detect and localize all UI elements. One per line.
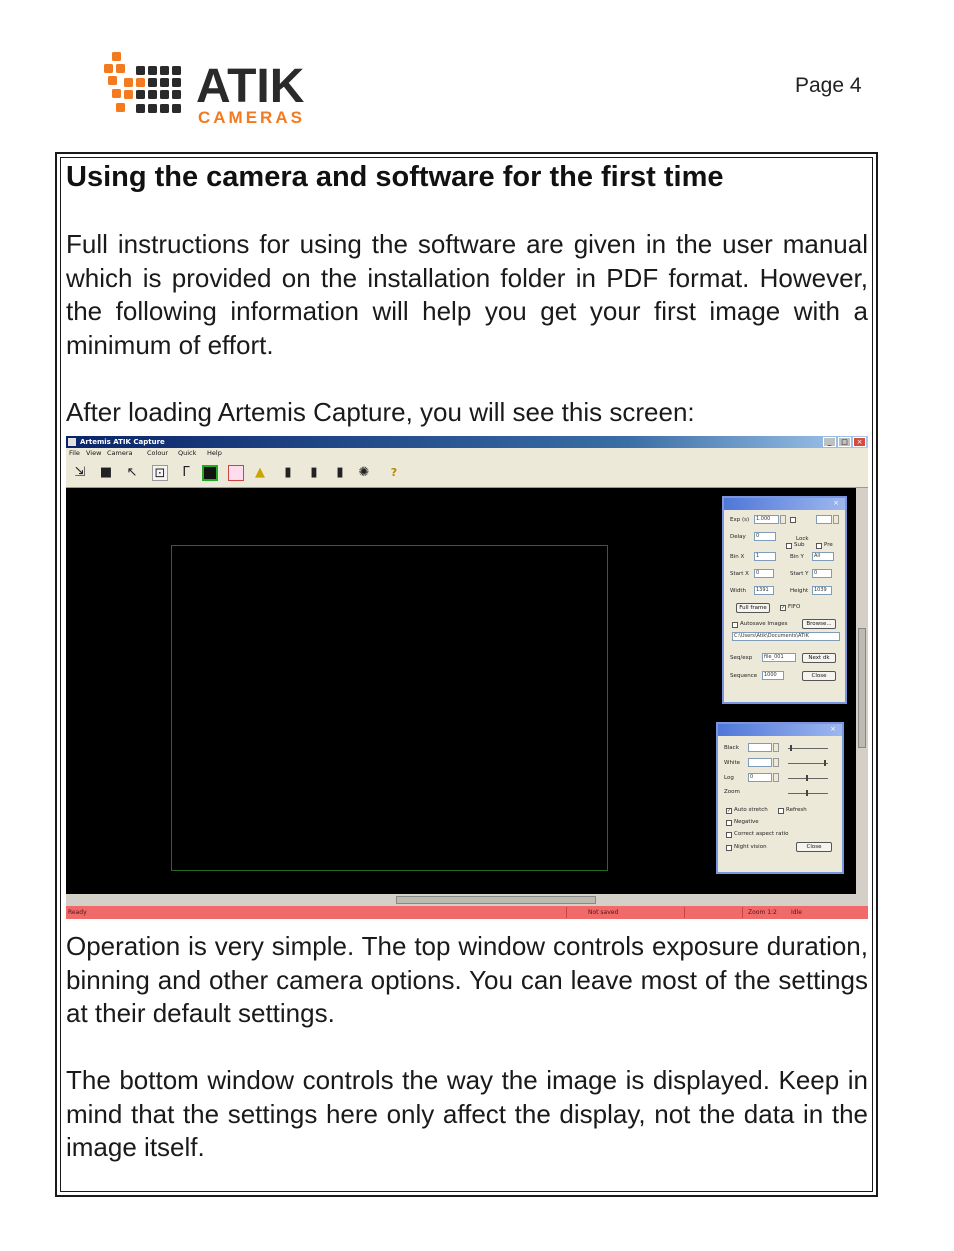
selection-rectangle[interactable]	[171, 545, 608, 871]
seq-label: Seq/exp	[730, 655, 753, 661]
refresh-label: Refresh	[786, 807, 807, 813]
close-icon[interactable]: ×	[853, 437, 866, 447]
status-bar	[66, 906, 868, 919]
logo-mark	[104, 52, 181, 113]
cursor-icon[interactable]: ↖	[126, 465, 138, 480]
zoom-label: Zoom	[724, 789, 740, 795]
white-spinner[interactable]	[773, 758, 779, 767]
guide-icon[interactable]: ▮	[336, 465, 344, 480]
close-icon[interactable]: ×	[833, 499, 839, 507]
menu-quick[interactable]: Quick	[178, 449, 197, 457]
dialog-titlebar	[718, 724, 842, 736]
next-dark-button[interactable]: Next dk	[802, 653, 836, 663]
filter-wheel-icon[interactable]: ▮	[284, 465, 292, 480]
fifo-label: FIFO	[788, 604, 801, 610]
white-slider[interactable]	[788, 763, 828, 764]
camera-icon[interactable]: ■	[99, 465, 113, 480]
seq-select[interactable]: file_001	[762, 653, 796, 662]
help-icon[interactable]: ?	[390, 466, 398, 479]
browse-button[interactable]: Browse...	[802, 619, 836, 629]
menu-view[interactable]: View	[86, 449, 102, 457]
fifo-checkbox[interactable]: ✓	[781, 605, 786, 611]
zoom-slider[interactable]	[788, 793, 828, 794]
sub-checkbox[interactable]	[786, 543, 792, 549]
status-idle: Idle	[791, 909, 802, 916]
log-slider[interactable]	[788, 778, 828, 779]
vertical-scrollbar[interactable]	[856, 488, 868, 894]
status-divider	[566, 907, 567, 918]
pre-label: Pre	[824, 542, 833, 548]
full-frame-button[interactable]: Full frame	[736, 603, 770, 613]
binx-label: Bin X	[730, 554, 745, 560]
autosave-label: Autosave Images	[740, 621, 788, 627]
window-title: Artemis ATIK Capture	[80, 438, 165, 446]
window-buttons	[823, 437, 866, 447]
starty-label: Start Y	[790, 571, 809, 577]
white-field[interactable]	[748, 758, 772, 767]
subframe-icon[interactable]	[228, 465, 244, 481]
height-field[interactable]: 1039	[812, 586, 832, 595]
menu-help[interactable]: Help	[207, 449, 222, 457]
delay-field[interactable]: 0	[754, 532, 776, 541]
status-saved: Not saved	[588, 909, 619, 916]
atik-cameras-logo	[104, 52, 319, 128]
width-field[interactable]: 1391	[754, 586, 774, 595]
log-slider-knob[interactable]	[806, 775, 808, 781]
status-divider	[742, 907, 743, 918]
focus-frame-icon[interactable]	[202, 465, 218, 481]
width-label: Width	[730, 588, 746, 594]
colour-icon[interactable]: ✺	[358, 465, 370, 480]
black-label: Black	[724, 745, 739, 751]
black-field[interactable]	[748, 743, 772, 752]
vertical-scroll-thumb[interactable]	[858, 628, 866, 748]
menu-file[interactable]: File	[69, 449, 80, 457]
night-vision-label: Night vision	[734, 844, 767, 850]
exposure-label: Exp (s)	[730, 517, 750, 523]
horizontal-scrollbar[interactable]	[66, 894, 856, 906]
section-heading: Using the camera and software for the first time	[66, 161, 724, 193]
lock-icon[interactable]: ▲	[255, 465, 265, 480]
lock-label: Lock	[796, 536, 809, 542]
log-field[interactable]: 0	[748, 773, 772, 782]
sub-label: Sub	[794, 542, 805, 548]
startx-field[interactable]: 0	[754, 569, 774, 578]
menu-colour[interactable]: Colour	[147, 449, 169, 457]
logo-subtext: CAMERAS	[198, 108, 305, 127]
lock-checkbox[interactable]	[790, 517, 796, 523]
dialog-titlebar	[724, 498, 845, 510]
height-label: Height	[790, 588, 809, 594]
negative-checkbox[interactable]	[726, 820, 732, 826]
autostretch-label: Auto stretch	[734, 807, 768, 813]
menu-camera[interactable]: Camera	[107, 449, 133, 457]
display-control-dialog	[716, 722, 844, 874]
black-spinner[interactable]	[773, 743, 779, 752]
status-divider	[684, 907, 685, 918]
biny-select[interactable]: All	[812, 552, 834, 561]
white-slider-knob[interactable]	[824, 760, 826, 766]
night-vision-checkbox[interactable]	[726, 845, 732, 851]
window-titlebar	[66, 436, 868, 448]
app-icon	[68, 438, 76, 446]
autostretch-checkbox[interactable]: ✓	[727, 808, 732, 814]
unit-spinner[interactable]	[833, 515, 839, 524]
black-slider[interactable]	[788, 748, 828, 749]
save-path-field[interactable]: C:\Users\Atik\Documents\ATIK	[732, 632, 840, 641]
exposure-spinner[interactable]	[780, 515, 786, 524]
image-viewport[interactable]	[66, 488, 856, 894]
operation-paragraph: Operation is very simple. The top window controls exposure duration, binning and other camera options. You can leave most of the settings at their default settings.	[66, 931, 868, 1028]
log-spinner[interactable]	[773, 773, 779, 782]
close-icon[interactable]: ×	[830, 725, 836, 733]
cooler-icon[interactable]: ▮	[310, 465, 318, 480]
intro-paragraph: Full instructions for using the software are given in the user manual which is provided on the installation folder in PDF format. However, the following information will help you get your first image with a minimum of effort.	[66, 229, 868, 360]
binx-select[interactable]: 1	[754, 552, 776, 561]
startx-label: Start X	[730, 571, 749, 577]
aspect-checkbox[interactable]	[726, 832, 732, 838]
status-ready: Ready	[68, 909, 87, 916]
after-loading-paragraph: After loading Artemis Capture, you will see this screen:	[66, 397, 695, 427]
exposure-field[interactable]: 1.000	[754, 515, 779, 524]
refresh-checkbox[interactable]	[778, 808, 784, 814]
starty-field[interactable]: 0	[812, 569, 832, 578]
aspect-label: Correct aspect ratio	[734, 831, 789, 837]
sequence-label: Sequence	[730, 673, 758, 679]
sequence-field[interactable]: 1000	[762, 671, 784, 680]
bottom-window-paragraph: The bottom window controls the way the image is displayed. Keep in mind that the settings here only affect the display, not the data in the image itself.	[66, 1065, 868, 1162]
white-label: White	[724, 760, 740, 766]
logo-wordmark: ATIK	[196, 60, 305, 113]
display-close-button[interactable]: Close	[796, 842, 832, 852]
connect-camera-icon[interactable]: ⇲	[74, 465, 86, 480]
pre-checkbox[interactable]	[816, 543, 822, 549]
page-number: Page 4	[795, 74, 862, 97]
horizontal-scroll-thumb[interactable]	[396, 896, 596, 904]
status-zoom: Zoom 1:2	[748, 909, 777, 916]
histogram-icon[interactable]: ⊡	[152, 465, 168, 481]
negative-label: Negative	[734, 819, 759, 825]
menu-bar	[66, 448, 868, 459]
minimize-icon[interactable]: _	[823, 437, 836, 447]
biny-label: Bin Y	[790, 554, 804, 560]
zoom-slider-knob[interactable]	[806, 790, 808, 796]
delay-label: Delay	[730, 534, 746, 540]
camera-close-button[interactable]: Close	[802, 671, 836, 681]
maximize-icon[interactable]: □	[838, 437, 851, 447]
black-slider-knob[interactable]	[790, 745, 792, 751]
log-label: Log	[724, 775, 734, 781]
exposure-unit-field[interactable]	[816, 515, 832, 524]
toolbar	[66, 459, 868, 488]
marker-icon[interactable]: Γ	[182, 465, 190, 480]
camera-control-dialog	[722, 496, 847, 704]
artemis-capture-screenshot	[66, 436, 868, 919]
autosave-checkbox[interactable]	[732, 622, 738, 628]
